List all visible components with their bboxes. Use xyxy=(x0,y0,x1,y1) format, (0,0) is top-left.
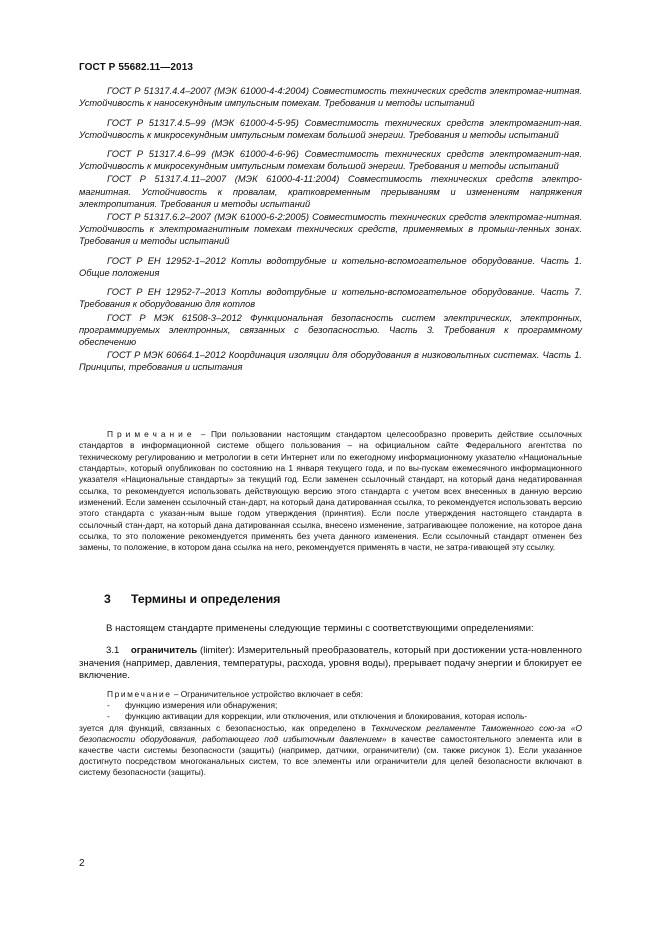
term-note-lead-text: – Ограничительное устройство включает в себя: xyxy=(173,689,363,699)
note-text: – При пользовании настоящим стандартом целесообразно проверить действие ссылочных стандартов в информационной системе общего пользования – на официальном сайте Федерального агентства по техническому регулированию и метрологии в сети Интернет или по ежегодному информационному указателю «Национальные стандарты», который опубликован по состоянию на 1 января текущего года, и по вы-пускам ежемесячного информационного указателя «Национальные стандарты» за текущий год. Если заменен ссылочный стандарт, на который дана недатированная ссылка, то рекомендуется использовать действующую версию этого стандарта с учетом всех внесенных в данную версию изменений. Если заменен ссылочный стан-дарт, на который дана датированная ссылка, то рекомендуется использовать версию этого стандарта с указан-ным выше годом утверждения (принятия). Если после утверждения настоящего стандарта в ссылочный стан-дарт, на который дана датированная ссылка, внесено изменение, затрагивающее положение, на которое дана ссылка, то это положение рекомендуется применять без учета данного изменения. Если ссылочный стандарт отменен без замены, то положение, в котором дана ссылка на него, рекомендуется применять в части, не затра-гивающей эту ссылку. xyxy=(79,429,582,553)
reference-item: ГОСТ Р МЭК 60664.1–2012 Координация изоляции для оборудования в низковольтных системах. Часть 1. Принципы, требования и испытания xyxy=(79,350,582,373)
references-note xyxy=(79,429,582,554)
term-definition xyxy=(79,645,582,683)
page-number: 2 xyxy=(79,858,85,869)
section-intro: В настоящем стандарте применены следующие термины с соответствующими определениями: xyxy=(106,623,534,634)
section-number: 3 xyxy=(104,592,111,606)
reference-item: ГОСТ Р ЕН 12952-1–2012 Котлы водотрубные и котельно-вспомогательное оборудование. Часть 1. Общие положения xyxy=(79,255,582,278)
reference-item: ГОСТ Р 51317.4.6–99 (МЭК 61000-4-6-96) Совместимость технических средств электромагнит-ная. Устойчивость к микросекундным импульсным помехам большой энергии. Требования и методы испытаний xyxy=(79,149,582,172)
term-note-item: - функцию активации для коррекции, или отключения, или отключения и блокирования, которая исполь- xyxy=(107,711,528,722)
reference-item: ГОСТ Р ЕН 12952-7–2013 Котлы водотрубные и котельно-вспомогательное оборудование. Часть 7. Требования к оборудованию для котлов xyxy=(79,287,582,310)
term-note-item: - функцию измерения или обнаружения; xyxy=(107,700,278,711)
standard-header: ГОСТ Р 55682.11—2013 xyxy=(79,62,194,73)
reference-item: ГОСТ Р 51317.4.4–2007 (МЭК 61000-4-4:2004) Совместимость технических средств электромаг-нитная. Устойчивость к наносекундным импульсным помехам. Требования и методы испытаний xyxy=(79,86,582,109)
section-title: Термины и определения xyxy=(131,592,281,606)
reference-item: ГОСТ Р 51317.6.2–2007 (МЭК 61000-6-2:2005) Совместимость технических средств электромаг-нитная. Устойчивость к электромагнитным помехам технических средств, применяемых в промыш-ленных зонах. Требования и методы испытаний xyxy=(79,212,582,247)
term-note xyxy=(79,689,582,779)
reference-item: ГОСТ Р МЭК 61508-3–2012 Функциональная безопасность систем электрических, электронных, программируемых электронных, связанных с безопасностью. Часть 3. Требования к программному обеспечению xyxy=(79,312,582,348)
term-note-lead xyxy=(79,689,582,700)
section-heading xyxy=(104,592,280,606)
normative-references-list xyxy=(79,85,582,381)
term-note-label: Примечание xyxy=(107,689,172,699)
term-note-body: зуется для функций, связанных с безопасностью, как определено в Техническом регламенте Таможенного сою-за «О безопасности оборудования, работающего под избыточным давлением» в качестве самостоятельного элемента или в качестве части системы безопасности (защиты) (например, датчики, ограничители) (см. также рисунок 1). Если указанное достигнуто посредством многоканальных систем, то все элементы или ограничители для целей безопасности включают в систему безопасности (защиты). xyxy=(79,722,582,778)
term-number: 3.1 xyxy=(106,645,120,656)
term-word: ограничитель xyxy=(130,645,198,656)
term-definition-text: (limiter): Измерительный преобразователь, который при достижении уста-новленного значения (например, давления, температуры, расхода, уровня воды), прерывает подачу энергии и блокирует ее включение. xyxy=(79,645,582,682)
regulation-reference: Техническом регламенте Таможенного сою-за «О безопасности оборудования, работающего под избыточным давлением» xyxy=(79,722,582,744)
reference-item: ГОСТ Р 51317.4.5–99 (МЭК 61000-4-5-95) Совместимость технических средств электромагнит-ная. Устойчивость к микросекундным импульсным помехам большой энергии. Требования и методы испытаний xyxy=(79,117,582,140)
reference-item: ГОСТ Р 51317.4.11–2007 (МЭК 61000-4-11:2004) Совместимость технических средств электро-магнитная. Устойчивость к провалам, кратковременным прерываниям и изменениям напряжения электропитания. Требования и методы испытаний xyxy=(79,174,582,209)
note-label: Примечание xyxy=(107,429,196,439)
